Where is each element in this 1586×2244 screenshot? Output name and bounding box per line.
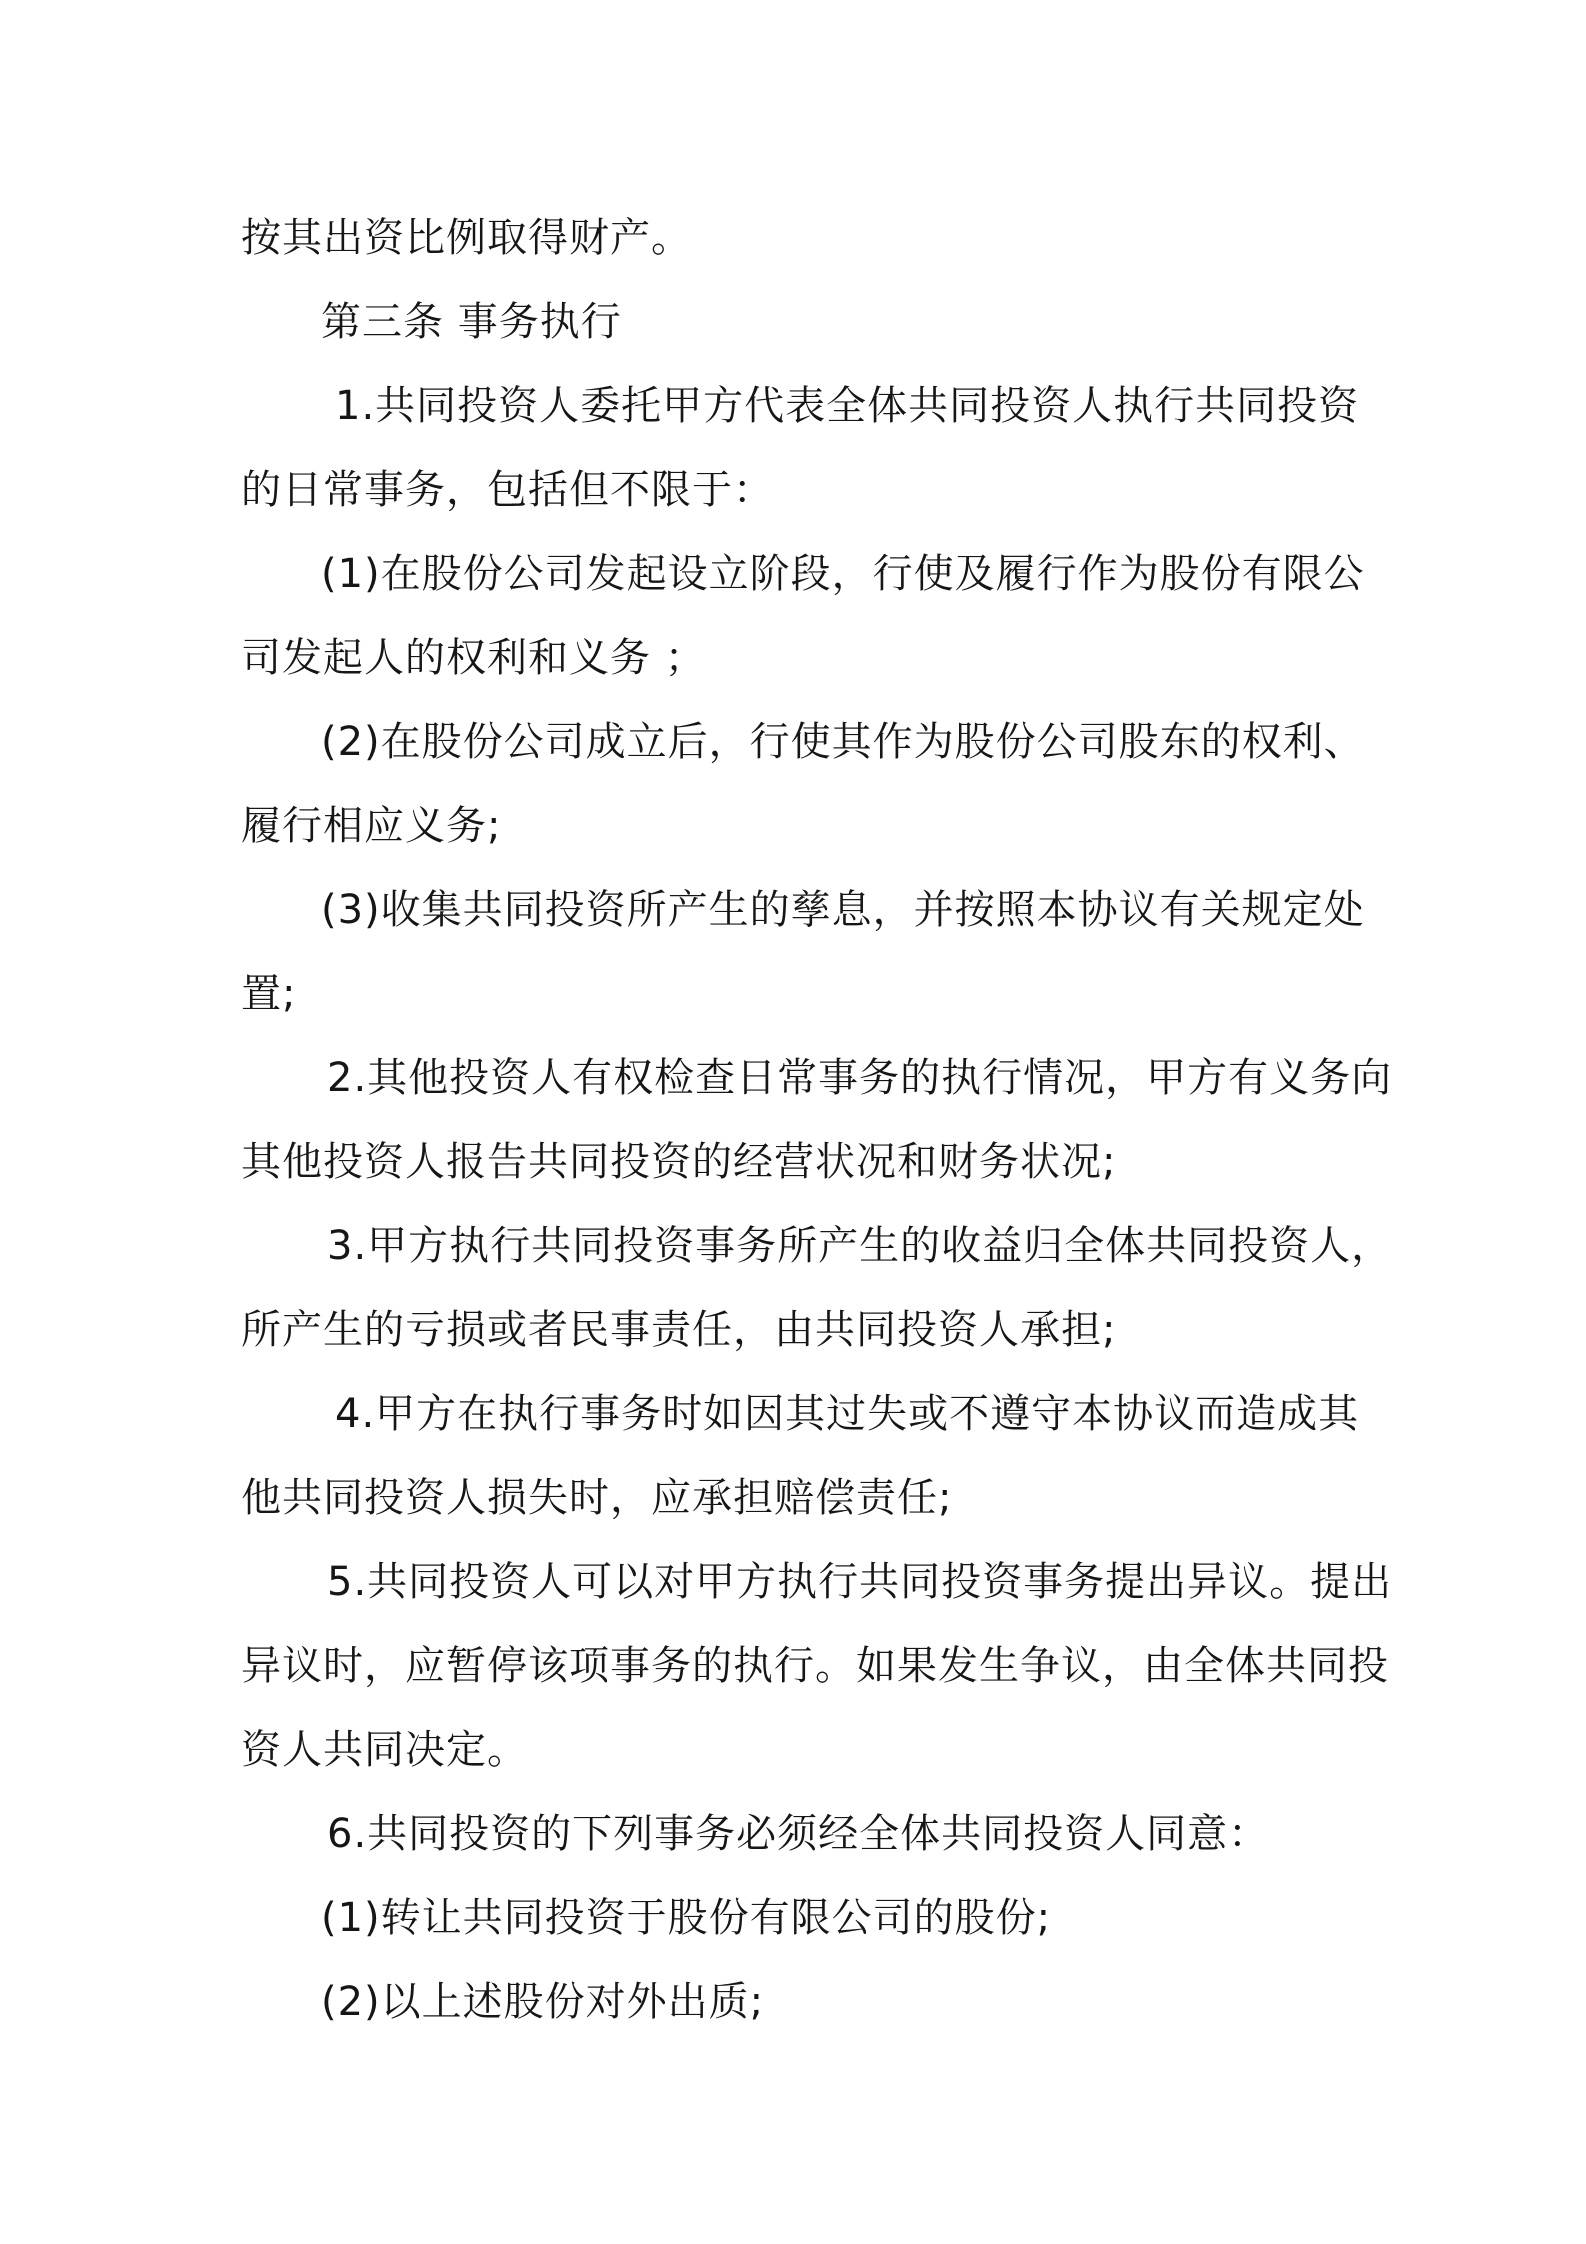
- text-line: 5.共同投资人可以对甲方执行共同投资事务提出异议。提出: [327, 1559, 1393, 1605]
- text-line: (2)以上述股份对外出质;: [321, 1979, 765, 2025]
- text-line: 6.共同投资的下列事务必须经全体共同投资人同意：: [327, 1811, 1270, 1857]
- document-body: [241, 196, 1393, 2044]
- text-line: (1)转让共同投资于股份有限公司的股份;: [321, 1895, 1052, 1941]
- article-heading: 第三条 事务执行: [321, 299, 622, 345]
- text-line: 异议时，应暂停该项事务的执行。如果发生争议，由全体共同投: [241, 1643, 1389, 1689]
- text-line: 1.共同投资人委托甲方代表全体共同投资人执行共同投资: [335, 383, 1360, 429]
- text-line: 按其出资比例取得财产。: [241, 215, 692, 261]
- text-line: 的日常事务，包括但不限于：: [241, 467, 774, 513]
- text-line: (1)在股份公司发起设立阶段，行使及履行作为股份有限公: [321, 551, 1365, 597]
- text-line: 置;: [241, 971, 297, 1017]
- text-line: 司发起人的权利和义务 ；: [241, 635, 706, 681]
- text-line: 所产生的亏损或者民事责任，由共同投资人承担;: [241, 1307, 1117, 1353]
- text-line: 资人共同决定。: [241, 1727, 528, 1773]
- text-line: 履行相应义务;: [241, 803, 502, 849]
- text-line: 他共同投资人损失时，应承担赔偿责任;: [241, 1475, 953, 1521]
- text-line: 其他投资人报告共同投资的经营状况和财务状况;: [241, 1139, 1117, 1185]
- text-line: 4.甲方在执行事务时如因其过失或不遵守本协议而造成其: [335, 1391, 1360, 1437]
- text-line: 2.其他投资人有权检查日常事务的执行情况，甲方有义务向: [327, 1055, 1393, 1101]
- text-line: 3.甲方执行共同投资事务所产生的收益归全体共同投资人，: [327, 1223, 1393, 1269]
- text-line: (2)在股份公司成立后，行使其作为股份公司股东的权利、: [321, 719, 1365, 765]
- text-line: (3)收集共同投资所产生的孳息，并按照本协议有关规定处: [321, 887, 1365, 933]
